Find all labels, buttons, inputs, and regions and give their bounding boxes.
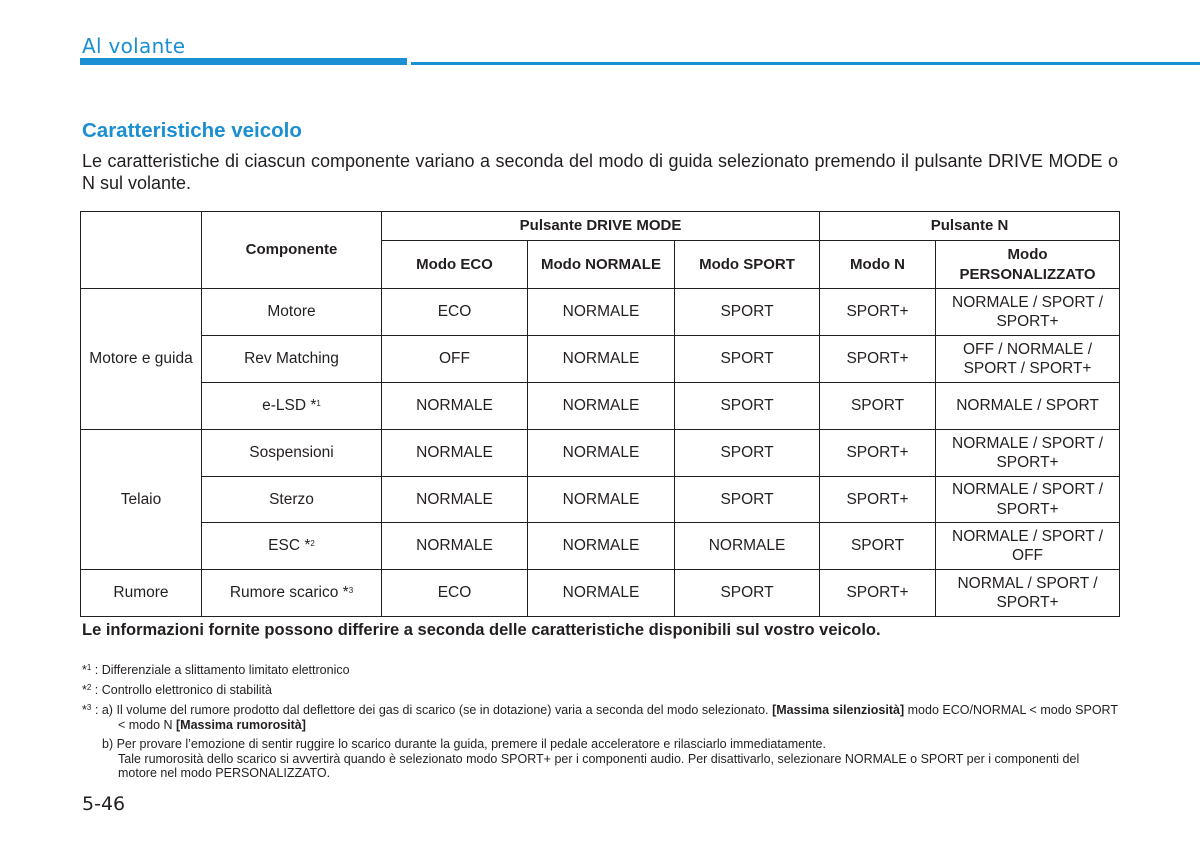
value-cell: SPORT+ (820, 477, 936, 523)
value-cell: NORMALE (528, 430, 675, 477)
header-mode-sport: Modo SPORT (675, 241, 820, 289)
value-cell: NORMALE (528, 570, 675, 617)
value-cell: SPORT (675, 477, 820, 523)
footnote-3a: *$^3$ : a) Il volume del rumore prodotto dal deflettore dei gas di scarico (se in dotazione) varia a seconda del modo selezionato. [Massima silenziosità] modo ECO/NORMAL < modo SPORT < modo N [Massima rumorosità] (82, 703, 1118, 732)
component-cell: Rumore scarico *$^3$ (202, 570, 382, 617)
value-cell: SPORT (820, 383, 936, 430)
table-corner-cell (81, 212, 202, 289)
value-cell: NORMALE (528, 383, 675, 430)
page-number: 5-46 (82, 793, 126, 815)
component-cell: Motore (202, 289, 382, 336)
value-cell: SPORT+ (820, 430, 936, 477)
value-cell: NORMALE (528, 523, 675, 570)
value-cell: SPORT (675, 383, 820, 430)
value-cell: ECO (382, 289, 528, 336)
value-cell: ECO (382, 570, 528, 617)
value-cell: NORMALE (528, 336, 675, 383)
table-row (81, 523, 1120, 570)
component-cell: Rev Matching (202, 336, 382, 383)
value-cell: NORMALE / SPORT / OFF (936, 523, 1120, 570)
value-cell: SPORT (820, 523, 936, 570)
value-cell: NORMALE (528, 289, 675, 336)
table-row (81, 336, 1120, 383)
value-cell: NORMALE / SPORT / SPORT+ (936, 430, 1120, 477)
value-cell: SPORT+ (820, 289, 936, 336)
header-drive-mode: Pulsante DRIVE MODE (382, 212, 820, 241)
value-cell: SPORT (675, 570, 820, 617)
value-cell: SPORT (675, 430, 820, 477)
value-cell: SPORT+ (820, 336, 936, 383)
table-row (81, 477, 1120, 523)
header-n-button: Pulsante N (820, 212, 1120, 241)
availability-note: Le informazioni fornite possono differire a seconda delle caratteristiche disponibili sul vostro veicolo. (82, 621, 881, 639)
header-mode-n: Modo N (820, 241, 936, 289)
header-mode-eco: Modo ECO (382, 241, 528, 289)
value-cell: NORMALE (382, 477, 528, 523)
value-cell: NORMALE (528, 477, 675, 523)
value-cell: NORMALE (382, 523, 528, 570)
header-rule-thin (411, 62, 1200, 65)
footnote-1: *$^1$ : Differenziale a slittamento limitato elettronico (82, 663, 350, 677)
value-cell: OFF (382, 336, 528, 383)
header-rule-thick (80, 58, 407, 65)
value-cell: NORMALE / SPORT (936, 383, 1120, 430)
value-cell: SPORT (675, 336, 820, 383)
component-cell: Sospensioni (202, 430, 382, 477)
table-row (81, 570, 1120, 617)
component-cell: Sterzo (202, 477, 382, 523)
section-title: Al volante (82, 34, 186, 58)
group-label: Motore e guida (81, 289, 202, 430)
footnote-2: *$^2$ : Controllo elettronico di stabilità (82, 683, 272, 697)
header-mode-personalizzato: Modo PERSONALIZZATO (936, 241, 1120, 289)
table-row (81, 289, 1120, 336)
value-cell: NORMALE / SPORT / SPORT+ (936, 289, 1120, 336)
value-cell: NORMAL / SPORT / SPORT+ (936, 570, 1120, 617)
group-label: Rumore (81, 570, 202, 617)
value-cell: NORMALE (382, 383, 528, 430)
component-cell: e-LSD *$^1$ (202, 383, 382, 430)
header-mode-normale: Modo NORMALE (528, 241, 675, 289)
footnote-3b: b) Per provare l’emozione di sentir ruggire lo scarico durante la guida, premere il pedale acceleratore e rilasciarlo immediatamente. Tale rumorosità dello scarico si avvertirà quando è selezionato modo SPORT+ per i componenti audio. Per disattivarlo, selezionare NORMALE o SPORT per i componenti del motore nel modo PERSONALIZZATO. (102, 737, 1080, 780)
header-component: Componente (202, 212, 382, 289)
table-row (81, 383, 1120, 430)
value-cell: SPORT (675, 289, 820, 336)
value-cell: NORMALE (382, 430, 528, 477)
group-label: Telaio (81, 430, 202, 570)
component-cell: ESC *$^2$ (202, 523, 382, 570)
value-cell: NORMALE / SPORT / SPORT+ (936, 477, 1120, 523)
page-title: Caratteristiche veicolo (82, 119, 302, 142)
table-row (81, 430, 1120, 477)
value-cell: OFF / NORMALE / SPORT / SPORT+ (936, 336, 1120, 383)
value-cell: SPORT+ (820, 570, 936, 617)
intro-paragraph: Le caratteristiche di ciascun componente variano a seconda del modo di guida selezionato premendo il pulsante DRIVE MODE o N sul volante. (82, 151, 1118, 193)
drive-mode-table (80, 211, 1120, 617)
value-cell: NORMALE (675, 523, 820, 570)
